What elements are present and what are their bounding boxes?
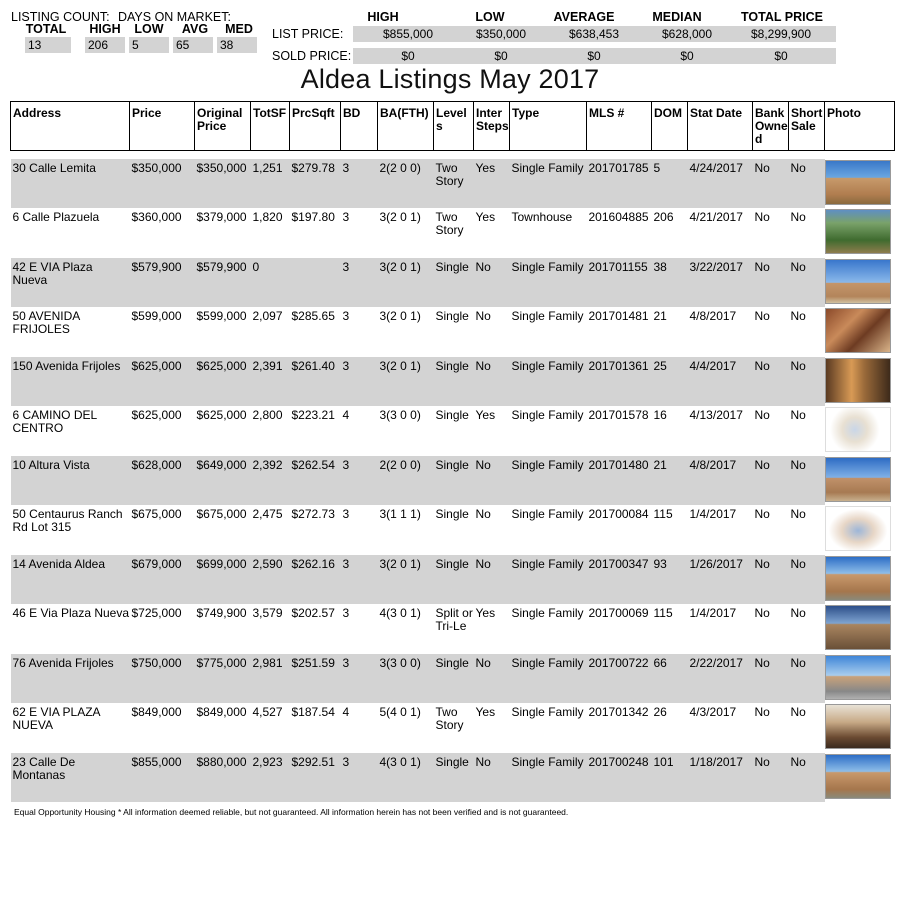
sold-price-median: $0 [632,48,742,64]
dom-cell: 5 [652,159,688,209]
original-price-cell: $599,000 [196,309,247,323]
stat-date-cell: 4/8/2017 [688,456,753,506]
bd-cell: 3 [341,258,378,308]
page-title: Aldea Listings May 2017 [300,64,600,94]
intersteps-cell: No [474,456,510,506]
bd-cell: 4 [342,705,350,719]
days-on-market-label: DAYS ON MARKET: [118,10,231,24]
price-cell: $750,000 [130,654,195,704]
price-average-header: AVERAGE [553,10,615,24]
dom-cell: 16 [653,408,667,422]
bank-owned-cell: No [753,654,789,704]
col-header-bd: BD [341,102,378,151]
col-header-type: Type [510,102,587,151]
original-price-cell: $880,000 [195,753,251,803]
intersteps-cell: Yes [474,159,510,209]
photo-cell [825,703,895,753]
photo-cell [825,555,895,605]
stat-date-cell: 1/4/2017 [689,606,737,620]
type-cell: Single Family [510,159,587,209]
intersteps-cell: No [474,654,510,704]
prcsqft-cell: $251.59 [290,654,341,704]
prcsqft-cell: $261.40 [290,357,341,407]
totsf-cell: 3,579 [252,606,283,620]
totsf-cell: 2,800 [252,408,283,422]
col-header-totsf: TotSF [251,102,290,151]
list-price-high: $855,000 [353,26,463,42]
totsf-cell: 2,392 [251,456,290,506]
levels-cell: Single [434,654,474,704]
ba-cell: 5(4 0 1) [379,705,421,719]
stat-date-cell: 2/22/2017 [688,654,753,704]
intersteps-cell: Yes [475,210,496,224]
dom-low-header: LOW [134,22,164,36]
intersteps-cell: Yes [475,408,496,422]
dom-cell: 21 [653,309,667,323]
mls-cell: 201701481 [588,309,649,323]
listing-photo[interactable] [825,655,891,700]
type-cell: Single Family [510,456,587,506]
price-cell: $350,000 [130,159,195,209]
mls-cell: 201701361 [587,357,652,407]
address-cell: 76 Avenida Frijoles [11,654,130,704]
table-row [11,654,895,704]
type-cell: Single Family [510,555,587,605]
levels-cell: Single [434,753,474,803]
bd-cell: 3 [341,753,378,803]
totsf-cell: 1,820 [252,210,283,224]
list-price-average: $638,453 [539,26,649,42]
photo-cell [825,456,895,506]
col-header-bank-owned: Bank Owned [753,102,789,151]
stat-date-cell: 4/8/2017 [689,309,737,323]
mls-cell: 201700722 [587,654,652,704]
listing-photo[interactable] [825,457,891,502]
disclaimer-footnote: Equal Opportunity Housing * All information deemed reliable, but not guaranteed. All information herein has not been verified and is not guaranteed. [14,807,569,817]
table-row [11,505,895,555]
mls-cell: 201604885 [588,210,649,224]
table-row [11,703,895,753]
type-cell: Single Family [511,705,584,719]
original-price-cell: $749,900 [196,606,247,620]
table-row [11,357,895,407]
bd-cell: 4 [342,408,350,422]
table-row [11,208,895,258]
table-row [11,753,895,803]
price-cell: $675,000 [131,507,182,521]
totsf-cell: 0 [251,258,290,308]
photo-cell [825,357,895,407]
sold-price-total: $0 [726,48,836,64]
price-cell: $725,000 [131,606,182,620]
levels-cell: Single [435,309,469,323]
table-row [11,159,895,209]
price-cell: $579,900 [130,258,195,308]
original-price-cell: $699,000 [195,555,251,605]
short-sale-cell: No [790,507,806,521]
levels-cell: Single [434,456,474,506]
bank-owned-cell: No [754,210,770,224]
stat-date-cell: 3/22/2017 [688,258,753,308]
type-cell: Single Family [510,753,587,803]
intersteps-cell: No [474,753,510,803]
price-cell: $855,000 [130,753,195,803]
totsf-cell: 2,590 [251,555,290,605]
photo-cell [825,505,895,555]
col-header-photo: Photo [825,102,895,151]
photo-cell [825,604,895,654]
prcsqft-cell: $292.51 [290,753,341,803]
price-cell: $360,000 [131,210,182,224]
bank-owned-cell: No [753,555,789,605]
photo-cell [825,307,895,357]
bank-owned-cell: No [753,357,789,407]
dom-cell: 93 [652,555,688,605]
dom-cell: 26 [653,705,667,719]
intersteps-cell: No [474,258,510,308]
col-header-dom: DOM [652,102,688,151]
dom-avg-value: 65 [173,37,213,53]
col-header-mls: MLS # [587,102,652,151]
original-price-cell: $675,000 [196,507,247,521]
stat-date-cell: 4/4/2017 [688,357,753,407]
short-sale-cell: No [790,408,806,422]
ba-cell: 2(2 0 0) [378,159,434,209]
address-cell: 62 E VIA PLAZA NUEVA [12,705,100,732]
price-cell: $849,000 [131,705,182,719]
totsf-cell: 2,923 [251,753,290,803]
col-header-price: Price [130,102,195,151]
sold-price-average: $0 [539,48,649,64]
listing-photo[interactable] [825,556,891,601]
mls-cell: 201701578 [588,408,649,422]
price-cell: $625,000 [130,357,195,407]
sold-price-high: $0 [353,48,463,64]
col-header-intersteps: InterSteps [474,102,510,151]
original-price-cell: $625,000 [196,408,247,422]
original-price-cell: $649,000 [195,456,251,506]
mls-cell: 201700069 [588,606,649,620]
photo-cell [825,406,895,456]
dom-cell: 115 [653,606,673,620]
listing-photo[interactable] [825,704,891,749]
stat-date-cell: 4/21/2017 [689,210,743,224]
address-cell: 150 Avenida Frijoles [11,357,130,407]
intersteps-cell: No [475,507,491,521]
total-header: TOTAL [25,22,67,36]
ba-cell: 2(2 0 0) [378,456,434,506]
price-low-header: LOW [475,10,505,24]
table-row [11,555,895,605]
original-price-cell: $579,900 [195,258,251,308]
listing-photo[interactable] [825,754,891,799]
totsf-cell: 2,097 [252,309,283,323]
mls-cell: 201701785 [587,159,652,209]
prcsqft-cell: $279.78 [290,159,341,209]
address-cell: 30 Calle Lemita [11,159,130,209]
type-cell: Single Family [511,606,584,620]
total-count-value: 13 [25,37,71,53]
bd-cell: 3 [341,654,378,704]
bd-cell: 3 [341,357,378,407]
bank-owned-cell: No [754,606,770,620]
dom-avg-header: AVG [181,22,209,36]
short-sale-cell: No [789,654,825,704]
stat-date-cell: 1/26/2017 [688,555,753,605]
photo-cell [825,208,895,258]
dom-med-value: 38 [217,37,257,53]
bank-owned-cell: No [754,705,770,719]
ba-cell: 3(2 0 1) [378,357,434,407]
price-cell: $679,000 [130,555,195,605]
bd-cell: 3 [342,507,350,521]
address-cell: 50 AVENIDA FRIJOLES [12,309,80,336]
levels-cell: Single [434,555,474,605]
stat-date-cell: 4/13/2017 [689,408,743,422]
ba-cell: 3(2 0 1) [379,309,421,323]
photo-cell [825,159,895,209]
dom-med-header: MED [225,22,253,36]
mls-cell: 201701480 [587,456,652,506]
bank-owned-cell: No [753,258,789,308]
listing-photo[interactable] [825,308,891,353]
listings-body [11,151,895,803]
original-price-cell: $775,000 [195,654,251,704]
prcsqft-cell: $223.21 [291,408,335,422]
bd-cell: 3 [342,309,350,323]
address-cell: 23 Calle De Montanas [11,753,130,803]
short-sale-cell: No [790,309,806,323]
address-cell: 6 Calle Plazuela [12,210,100,224]
bd-cell: 3 [341,555,378,605]
totsf-cell: 2,981 [251,654,290,704]
prcsqft-cell [290,258,341,308]
levels-cell: Two Story [435,705,464,732]
ba-cell: 3(3 0 0) [378,654,434,704]
price-cell: $628,000 [130,456,195,506]
type-cell: Townhouse [511,210,573,224]
listing-photo[interactable] [825,605,891,650]
levels-cell: Single [435,408,469,422]
address-cell: 10 Altura Vista [11,456,130,506]
bank-owned-cell: No [754,408,770,422]
list-price-low: $350,000 [446,26,556,42]
col-header-prcsqft: PrcSqft [290,102,341,151]
listing-photo[interactable] [825,160,891,205]
levels-cell: Single [434,357,474,407]
bd-cell: 3 [342,210,350,224]
photo-cell [825,654,895,704]
type-cell: Single Family [511,507,584,521]
intersteps-cell: No [475,309,491,323]
prcsqft-cell: $272.73 [291,507,335,521]
table-row [11,604,895,654]
original-price-cell: $379,000 [196,210,247,224]
prcsqft-cell: $197.80 [291,210,335,224]
ba-cell: 3(1 1 1) [379,507,421,521]
listing-photo[interactable] [825,506,891,551]
prcsqft-cell: $202.57 [291,606,335,620]
original-price-cell: $849,000 [196,705,247,719]
listing-photo[interactable] [825,407,891,452]
bd-cell: 3 [341,456,378,506]
ba-cell: 4(3 0 1) [379,606,421,620]
dom-low-value: 5 [129,37,169,53]
address-cell: 50 Centaurus Ranch Rd Lot 315 [12,507,123,534]
bank-owned-cell: No [754,309,770,323]
sold-price-low: $0 [446,48,556,64]
mls-cell: 201701155 [587,258,652,308]
dom-cell: 25 [652,357,688,407]
totsf-cell: 1,251 [251,159,290,209]
levels-cell: Single [435,507,469,521]
short-sale-cell: No [790,705,806,719]
mls-cell: 201700248 [587,753,652,803]
address-cell: 46 E Via Plaza Nueva [12,606,130,620]
dom-cell: 66 [652,654,688,704]
list-price-median: $628,000 [632,26,742,42]
short-sale-cell: No [790,210,806,224]
listing-photo[interactable] [825,209,891,254]
stat-date-cell: 4/24/2017 [688,159,753,209]
price-cell: $625,000 [131,408,182,422]
sold-price-label: SOLD PRICE: [272,49,352,63]
table-row [11,406,895,456]
table-header-row [11,102,895,151]
col-header-original-price: Original Price [195,102,251,151]
levels-cell: Single [434,258,474,308]
dom-high-value: 206 [85,37,125,53]
address-cell: 6 CAMINO DEL CENTRO [12,408,97,435]
intersteps-cell: No [474,555,510,605]
stat-date-cell: 1/4/2017 [689,507,737,521]
dom-cell: 38 [652,258,688,308]
dom-high-header: HIGH [89,22,121,36]
photo-cell [825,753,895,803]
type-cell: Single Family [510,357,587,407]
dom-cell: 21 [652,456,688,506]
col-header-stat-date: Stat Date [688,102,753,151]
short-sale-cell: No [789,753,825,803]
levels-cell: Split or Tri-Le [435,606,473,633]
price-high-header: HIGH [367,10,399,24]
short-sale-cell: No [789,258,825,308]
ba-cell: 3(2 0 1) [379,210,421,224]
photo-cell [825,258,895,308]
intersteps-cell: Yes [475,606,496,620]
listing-photo[interactable] [825,259,891,304]
original-price-cell: $625,000 [195,357,251,407]
type-cell: Single Family [511,309,584,323]
prcsqft-cell: $262.16 [290,555,341,605]
totsf-cell: 2,391 [251,357,290,407]
totsf-cell: 2,475 [252,507,283,521]
short-sale-cell: No [789,357,825,407]
intersteps-cell: Yes [475,705,496,719]
ba-cell: 4(3 0 1) [378,753,434,803]
col-header-ba: BA(FTH) [378,102,434,151]
listing-count-label: LISTING COUNT: [11,10,110,24]
listings-table [10,101,895,802]
short-sale-cell: No [789,555,825,605]
totsf-cell: 4,527 [252,705,283,719]
col-header-short-sale: Short Sale [789,102,825,151]
list-price-total: $8,299,900 [726,26,836,42]
original-price-cell: $350,000 [195,159,251,209]
address-cell: 42 E VIA Plaza Nueva [11,258,130,308]
prcsqft-cell: $262.54 [290,456,341,506]
table-row [11,258,895,308]
levels-cell: Two Story [435,210,464,237]
type-cell: Single Family [510,258,587,308]
ba-cell: 3(3 0 0) [379,408,421,422]
list-price-label: LIST PRICE: [272,27,344,41]
table-row [11,456,895,506]
dom-cell: 101 [652,753,688,803]
short-sale-cell: No [789,456,825,506]
col-header-address: Address [11,102,130,151]
mls-cell: 201700347 [587,555,652,605]
type-cell: Single Family [510,654,587,704]
type-cell: Single Family [511,408,584,422]
ba-cell: 3(2 0 1) [378,258,434,308]
stat-date-cell: 1/18/2017 [688,753,753,803]
prcsqft-cell: $187.54 [291,705,335,719]
table-row [11,307,895,357]
bank-owned-cell: No [753,159,789,209]
prcsqft-cell: $285.65 [291,309,335,323]
short-sale-cell: No [790,606,806,620]
total-price-header: TOTAL PRICE [741,10,823,24]
mls-cell: 201701342 [588,705,649,719]
levels-cell: Two Story [434,159,474,209]
dom-cell: 115 [653,507,673,521]
price-cell: $599,000 [131,309,182,323]
stat-date-cell: 4/3/2017 [689,705,737,719]
bank-owned-cell: No [754,507,770,521]
short-sale-cell: No [789,159,825,209]
dom-cell: 206 [653,210,674,224]
bank-owned-cell: No [753,753,789,803]
address-cell: 14 Avenida Aldea [11,555,130,605]
bd-cell: 3 [341,159,378,209]
intersteps-cell: No [474,357,510,407]
col-header-levels: Levels [434,102,474,151]
ba-cell: 3(2 0 1) [378,555,434,605]
mls-cell: 201700084 [588,507,649,521]
price-median-header: MEDIAN [652,10,702,24]
listing-photo[interactable] [825,358,891,403]
bd-cell: 3 [342,606,350,620]
bank-owned-cell: No [753,456,789,506]
